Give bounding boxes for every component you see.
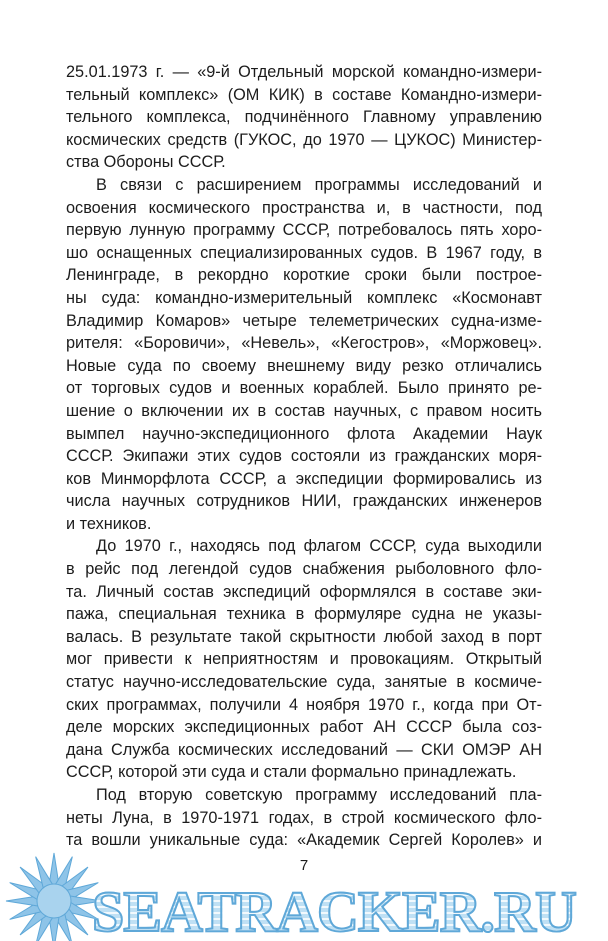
text-line: пажа, специальная техника в формуляре судна не указы-: [66, 605, 542, 624]
page-number: 7: [299, 857, 309, 874]
text-line: дана Служба космических исследований — СКИ ОМЭР АН: [66, 740, 542, 759]
text-line: та. Личный состав экспедиций оформлялся в составе эки-: [66, 582, 542, 601]
text-line: неты Луна, в 1970-1971 годах, в строй космического фло-: [66, 808, 542, 827]
watermark-text: SEATRACKER.RU: [92, 878, 576, 941]
text-line: Под вторую советскую программу исследований пла-: [96, 786, 542, 804]
text-line: и техников.: [66, 514, 152, 533]
text-line: ских программах, получили 4 ноября 1970 г., когда при От-: [66, 695, 542, 714]
text-line: тельного комплекса, подчинённого Главному управлению: [66, 108, 542, 127]
text-line: космических средств (ГУКОС, до 1970 — ЦУКОС) Министер-: [66, 130, 542, 149]
text-line: статус научно-исследовательские суда, занятые в космиче-: [66, 673, 542, 692]
text-line: шо оснащенных специализированных судов. В 1967 году, в: [66, 243, 542, 262]
text-line: первую лунную программу СССР, потребовалось пять хоро-: [66, 221, 542, 240]
text-line: от торговых судов и военных кораблей. Было принято ре-: [66, 379, 542, 398]
text-line: ства Обороны СССР.: [66, 153, 226, 172]
text-line: числа научных сотрудников НИИ, гражданских инженеров: [66, 492, 542, 511]
text-line: СССР, которой эти суда и стали формально принадлежать.: [66, 763, 517, 782]
text-line: вымпел научно-экспедиционного флота Академии Наук: [66, 424, 542, 443]
text-line: Ленинграде, в рекордно короткие сроки были построе-: [66, 266, 542, 285]
text-line: рителя: «Боровичи», «Невель», «Кегостров», «Моржовец».: [66, 334, 542, 353]
text-line: та вошли уникальные суда: «Академик Сергей Королев» и: [66, 831, 542, 850]
text-line: ков Минморфлота СССР, а экспедиции формировались из: [66, 469, 542, 488]
text-line: деле морских экспедиционных работ АН СССР была соз-: [66, 718, 542, 737]
text-line: Владимир Комаров» четыре телеметрических судна-изме-: [66, 311, 542, 330]
text-line: ны суда: командно-измерительный комплекс «Космонавт: [66, 288, 542, 307]
text-line: 25.01.1973 г. — «9-й Отдельный морской командно-измери-: [66, 63, 542, 81]
text-line: Новые суда по своему внешнему виду резко отличались: [66, 356, 542, 375]
text-line: освоения космического пространства и, в частности, под: [66, 198, 542, 217]
text-line: До 1970 г., находясь под флагом СССР, суда выходили: [96, 537, 542, 556]
text-block: [66, 61, 542, 852]
text-line: СССР. Экипажи этих судов состояли из гражданских моря-: [66, 447, 542, 466]
watermark: [0, 841, 608, 941]
text-line: шение о включении их в состав научных, с правом носить: [66, 401, 542, 420]
text-line: мог привести к неприятностям и провокациям. Открытый: [66, 650, 542, 669]
text-line: в рейс под легендой судов снабжения рыболовного фло-: [66, 560, 542, 579]
text-line: тельный комплекс» (ОМ КИК) в составе Командно-измери-: [66, 85, 542, 104]
text-line: валась. В результате такой скрытности любой заход в порт: [66, 627, 542, 646]
text-line: В связи с расширением программы исследований и: [96, 175, 542, 194]
